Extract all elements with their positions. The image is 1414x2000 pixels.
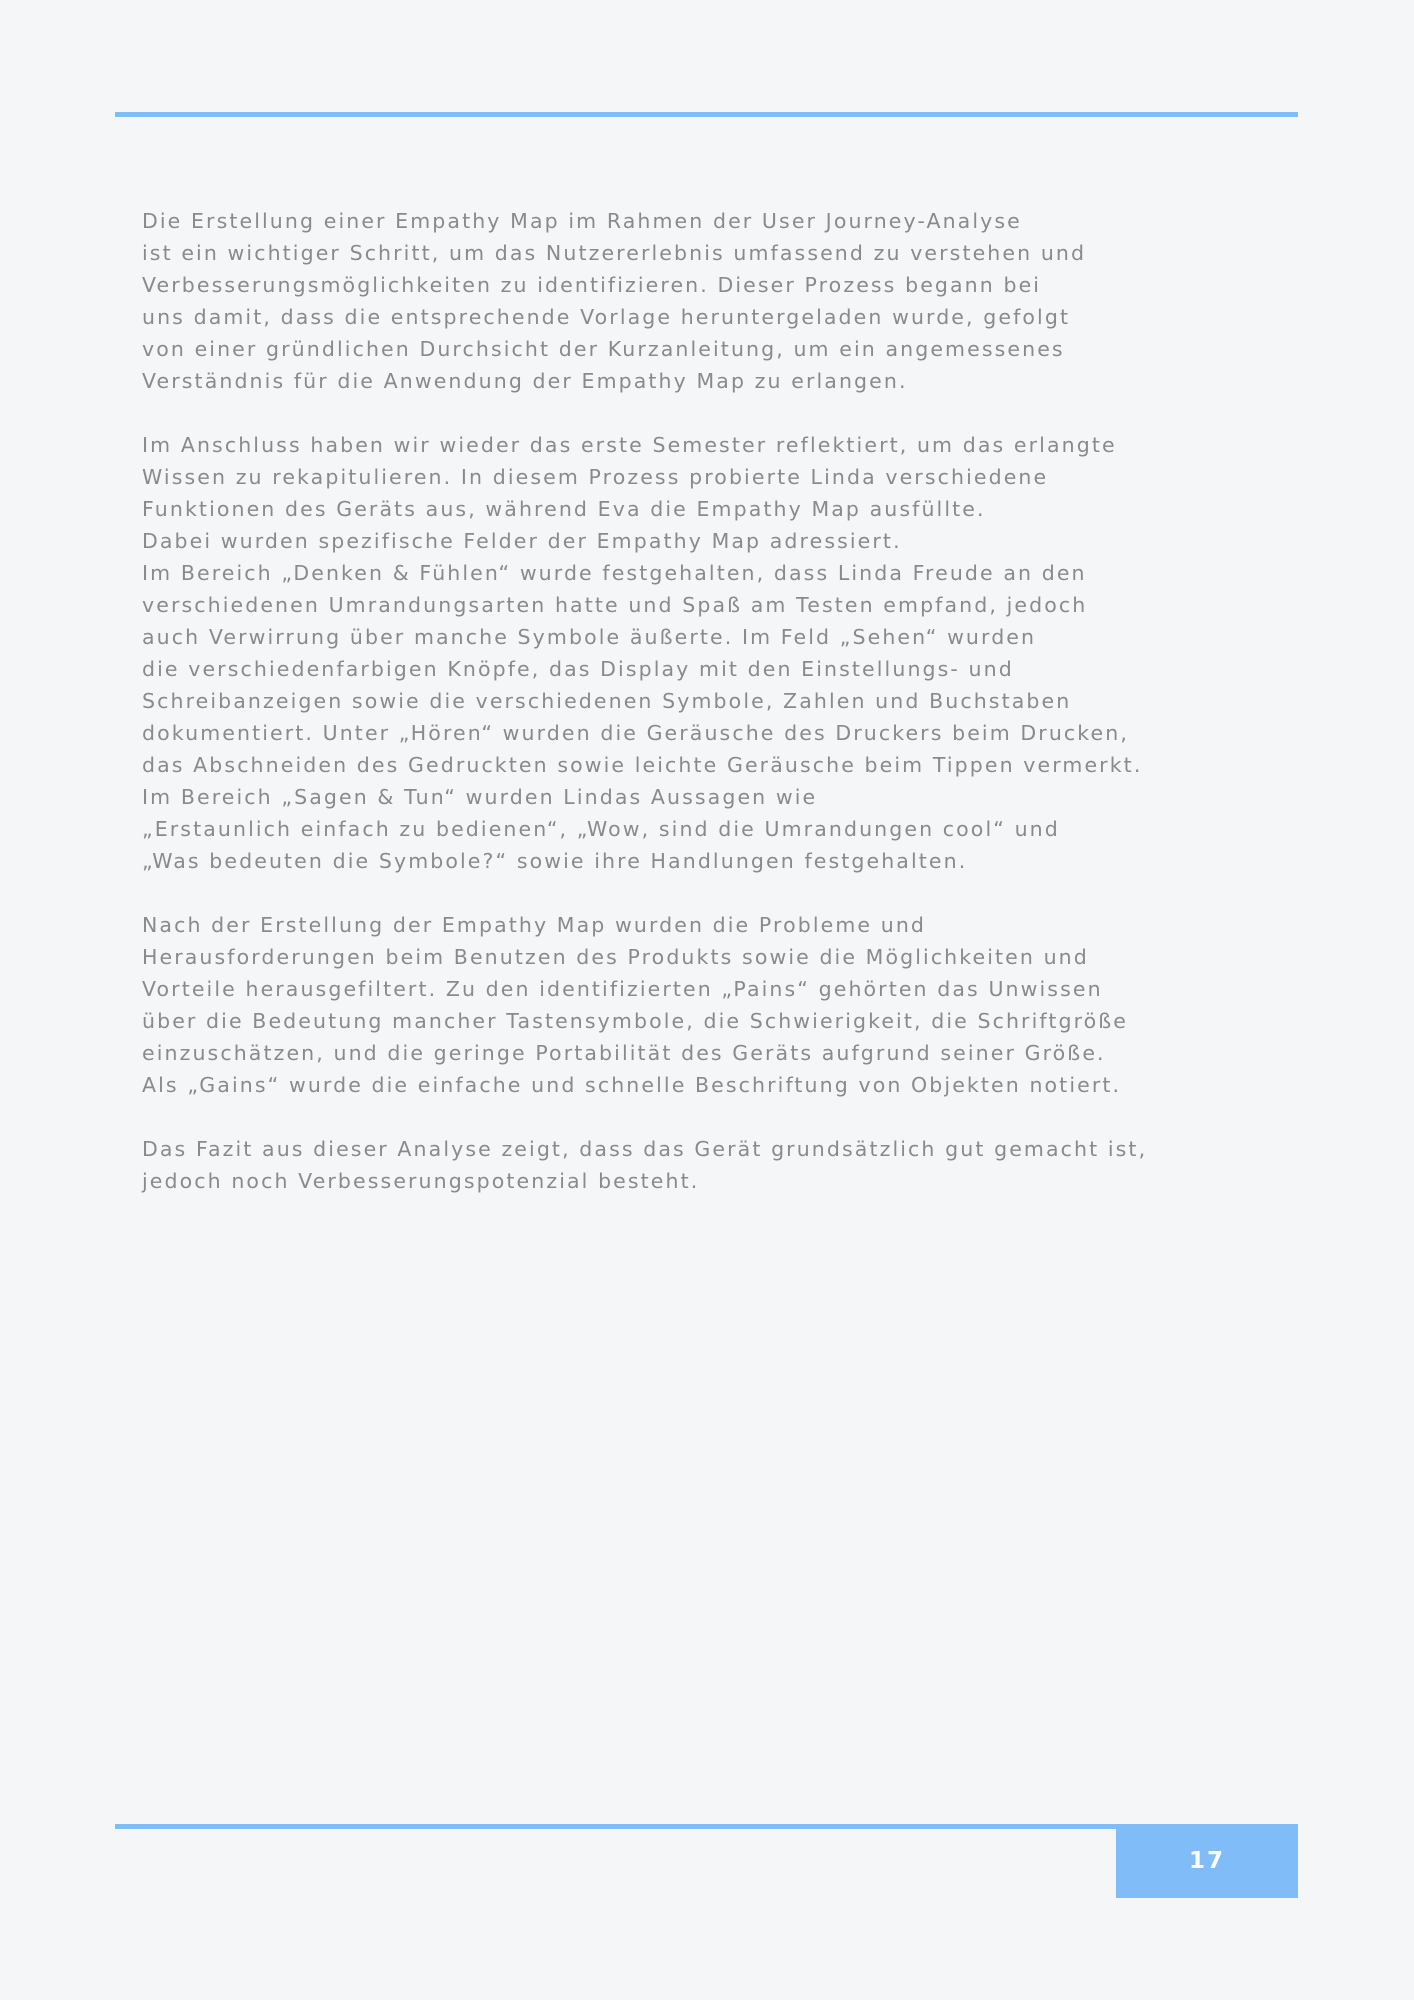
text-line: uns damit, dass die entsprechende Vorlage heruntergeladen wurde, gefolgt	[142, 305, 1071, 329]
text-line: jedoch noch Verbesserungspotenzial besteht.	[142, 1169, 700, 1193]
text-line: Verbesserungsmöglichkeiten zu identifizieren. Dieser Prozess begann bei	[142, 273, 1042, 297]
text-line: von einer gründlichen Durchsicht der Kurzanleitung, um ein angemessenes	[142, 337, 1065, 361]
text-line: Als „Gains“ wurde die einfache und schnelle Beschriftung von Objekten notiert.	[142, 1073, 1122, 1097]
text-line: Schreibanzeigen sowie die verschiedenen Symbole, Zahlen und Buchstaben	[142, 689, 1072, 713]
paragraph-empathy-map-fields	[142, 429, 1292, 877]
page-number: 17	[1188, 1848, 1225, 1874]
page-number-badge	[1116, 1824, 1298, 1898]
text-line: einzuschätzen, und die geringe Portabilität des Geräts aufgrund seiner Größe.	[142, 1041, 1106, 1065]
text-line: „Was bedeuten die Symbole?“ sowie ihre Handlungen festgehalten.	[142, 849, 968, 873]
text-line: dokumentiert. Unter „Hören“ wurden die Geräusche des Druckers beim Drucken,	[142, 721, 1129, 745]
text-line: Im Bereich „Denken & Fühlen“ wurde festgehalten, dass Linda Freude an den	[142, 561, 1087, 585]
text-line: Vorteile herausgefiltert. Zu den identifizierten „Pains“ gehörten das Unwissen	[142, 977, 1103, 1001]
text-line: auch Verwirrung über manche Symbole äußerte. Im Feld „Sehen“ wurden	[142, 625, 1037, 649]
text-line: Nach der Erstellung der Empathy Map wurden die Probleme und	[142, 913, 927, 937]
text-line: über die Bedeutung mancher Tastensymbole, die Schwierigkeit, die Schriftgröße	[142, 1009, 1129, 1033]
paragraph-pains-gains	[142, 909, 1292, 1101]
paragraph-conclusion	[142, 1133, 1292, 1197]
paragraph-spacer	[142, 877, 1292, 909]
text-line: Das Fazit aus dieser Analyse zeigt, dass das Gerät grundsätzlich gut gemacht ist,	[142, 1137, 1148, 1161]
text-line: Im Anschluss haben wir wieder das erste Semester reflektiert, um das erlangte	[142, 433, 1117, 457]
paragraph-intro	[142, 205, 1292, 397]
document-body	[142, 205, 1292, 1197]
header-divider	[115, 112, 1298, 117]
paragraph-spacer	[142, 1101, 1292, 1133]
paragraph-spacer	[142, 397, 1292, 429]
text-line: Die Erstellung einer Empathy Map im Rahmen der User Journey-Analyse	[142, 209, 1022, 233]
text-line: Funktionen des Geräts aus, während Eva die Empathy Map ausfüllte.	[142, 497, 986, 521]
text-line: Dabei wurden spezifische Felder der Empathy Map adressiert.	[142, 529, 902, 553]
text-line: Verständnis für die Anwendung der Empathy Map zu erlangen.	[142, 369, 908, 393]
text-line: ist ein wichtiger Schritt, um das Nutzererlebnis umfassend zu verstehen und	[142, 241, 1087, 265]
text-line: Im Bereich „Sagen & Tun“ wurden Lindas Aussagen wie	[142, 785, 818, 809]
text-line: Wissen zu rekapitulieren. In diesem Prozess probierte Linda verschiedene	[142, 465, 1049, 489]
text-line: verschiedenen Umrandungsarten hatte und Spaß am Testen empfand, jedoch	[142, 593, 1088, 617]
text-line: die verschiedenfarbigen Knöpfe, das Display mit den Einstellungs- und	[142, 657, 1014, 681]
text-line: „Erstaunlich einfach zu bedienen“, „Wow, sind die Umrandungen cool“ und	[142, 817, 1060, 841]
text-line: das Abschneiden des Gedruckten sowie leichte Geräusche beim Tippen vermerkt.	[142, 753, 1143, 777]
text-line: Herausforderungen beim Benutzen des Produkts sowie die Möglichkeiten und	[142, 945, 1089, 969]
